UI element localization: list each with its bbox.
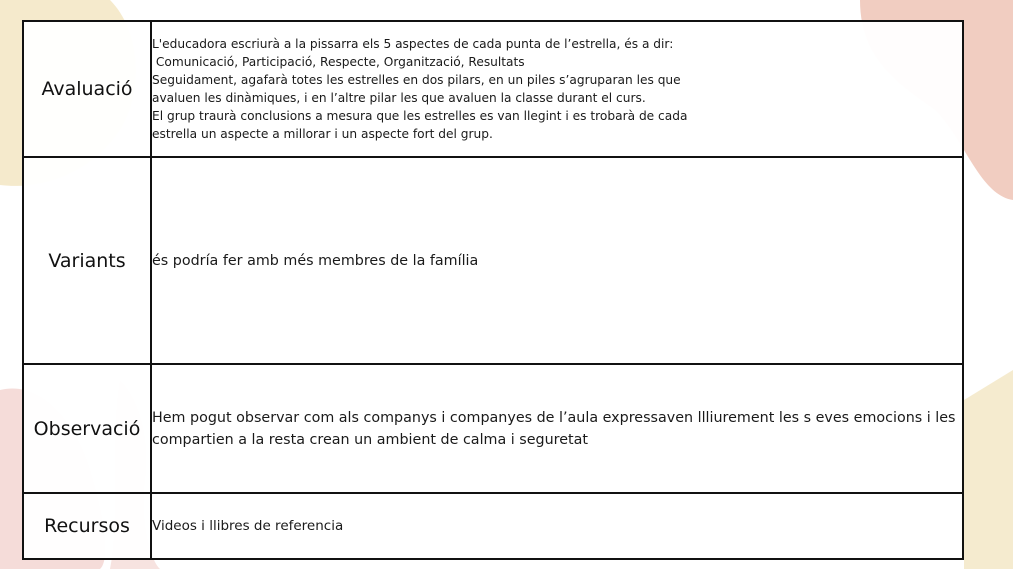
observacio-content: Hem pogut observar com als companys i companyes de l’aula expressaven llliurement les s eves emocions i les compartien a la resta crean un ambient de calma i seguretat [151, 364, 963, 493]
avaluacio-line: estrella un aspecte a millorar i un aspecte fort del grup. [152, 127, 493, 141]
label-avaluacio: Avaluació [23, 21, 151, 157]
beige-shape-bottom-right [964, 370, 1013, 569]
label-recursos: Recursos [23, 493, 151, 559]
avaluacio-line: avaluen les dinàmiques, i en l’altre pilar les que avaluen la classe durant el curs. [152, 91, 646, 105]
row-observacio [23, 364, 963, 493]
row-avaluacio [23, 21, 963, 157]
row-variants [23, 157, 963, 364]
activity-plan-table [22, 20, 964, 560]
label-observacio: Observació [23, 364, 151, 493]
label-variants: Variants [23, 157, 151, 364]
avaluacio-line: Comunicació, Participació, Respecte, Organització, Resultats [152, 55, 525, 69]
avaluacio-line: L'educadora escriurà a la pissarra els 5 aspectes de cada punta de l’estrella, és a dir: [152, 37, 674, 51]
recursos-content: Videos i llibres de referencia [151, 493, 963, 559]
row-recursos [23, 493, 963, 559]
avaluacio-line: El grup traurà conclusions a mesura que les estrelles es van llegint i es trobarà de cada [152, 109, 688, 123]
avaluacio-content [151, 21, 963, 157]
avaluacio-line: Seguidament, agafarà totes les estrelles en dos pilars, en un piles s’agruparan les que [152, 73, 681, 87]
variants-content: és podría fer amb més membres de la família [151, 157, 963, 364]
